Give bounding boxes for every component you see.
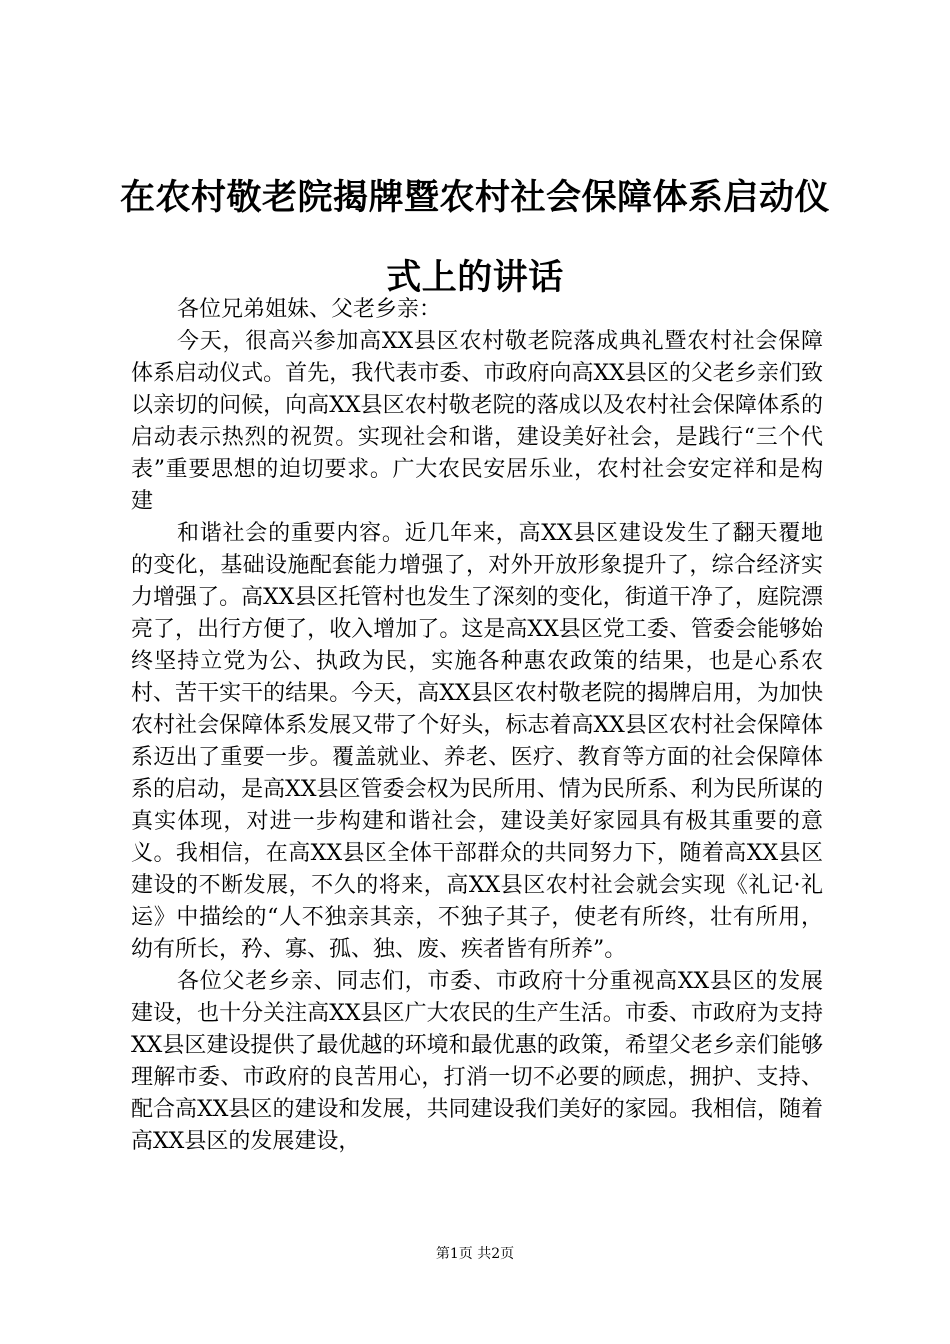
paragraph-greeting: 各位兄弟姐妹、父老乡亲： — [177, 297, 442, 322]
document-title: 在农村敬老院揭牌暨农村社会保障体系启动仪式上的讲话 — [120, 177, 831, 298]
paragraph-1: 今天，很高兴参加高XX县区农村敬老院落成典礼暨农村社会保障体系启动仪式。首先，我代表市委、市政府向高XX县区的父老乡亲们致以亲切的问候，向高XX县区农村敬老院的落成以及农村社会保障体系的启动表示热烈的祝贺。实现社会和谐，建设美好社会，是践行“三个代表”重要思想的迫切要求。广大农民安居乐业，农村社会安定祥和是构建 — [131, 329, 823, 514]
paragraph-2: 和谐社会的重要内容。近几年来，高XX县区建设发生了翻天覆地的变化，基础设施配套能力增强了，对外开放形象提升了，综合经济实力增强了。高XX县区托管村也发生了深刻的变化，街道干净了，庭院漂亮了，出行方便了，收入增加了。这是高XX县区党工委、管委会能够始终坚持立党为公、执政为民，实施各种惠农政策的结果，也是心系农村、苦干实干的结果。今天，高XX县区农村敬老院的揭牌启用，为加快农村社会保障体系发展又带了个好头，标志着高XX县区农村社会保障体系迈出了重要一步。覆盖就业、养老、医疗、教育等方面的社会保障体系的启动，是高XX县区管委会权为民所用、情为民所系、利为民所谋的真实体现，对进一步构建和谐社会，建设美好家园具有极其重要的意义。我相信，在高XX县区全体干部群众的共同努力下，随着高XX县区建设的不断发展，不久的将来，高XX县区农村社会就会实现《礼记·礼运》中描绘的“人不独亲其亲，不独子其子，使老有所终，壮有所用，幼有所长，矜、寡、孤、独、废、疾者皆有所养”。 — [131, 521, 823, 962]
page-number-footer: 第1页 共2页 — [435, 1246, 515, 1262]
paragraph-3: 各位父老乡亲、同志们，市委、市政府十分重视高XX县区的发展建设，也十分关注高XX县区广大农民的生产生活。市委、市政府为支持XX县区建设提供了最优越的环境和最优惠的政策，希望父老乡亲们能够理解市委、市政府的良苦用心，打消一切不必要的顾虑，拥护、支持、配合高XX县区的建设和发展，共同建设我们美好的家园。我相信，随着高XX县区的发展建设， — [131, 969, 823, 1154]
document-body — [131, 294, 823, 1158]
